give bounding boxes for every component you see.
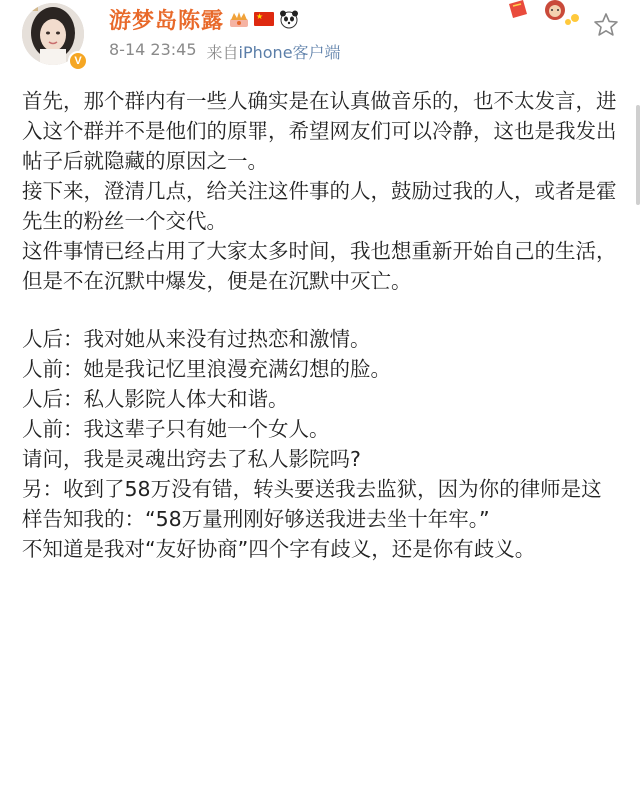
verified-v-badge-icon: V <box>68 51 88 71</box>
post-body <box>22 86 620 564</box>
post-paragraph: 人后：私人影院人体大和谐。 <box>22 387 289 411</box>
post-paragraph: 首先，那个群内有一些人确实是在认真做音乐的，也不太发言，进入这个群并不是他们的原罪，希望网友们可以冷静，这也是我发出帖子后就隐藏的原因之一。 <box>22 89 617 173</box>
post-time: 8-14 23:45 <box>109 40 197 59</box>
post-paragraph: 人后：我对她从来没有过热恋和激情。 <box>22 327 371 351</box>
username-row <box>109 4 300 34</box>
festival-sticker-icon <box>505 0 585 26</box>
post-paragraph: 不知道是我对“友好协商”四个字有歧义，还是你有歧义。 <box>22 537 536 561</box>
scrollbar[interactable] <box>636 105 640 205</box>
post-paragraph: 请问，我是灵魂出窍去了私人影院吗? <box>22 447 361 471</box>
post-header <box>0 0 640 78</box>
source-device-link[interactable]: iPhone客户端 <box>238 43 341 62</box>
post-meta <box>109 40 341 63</box>
source-prefix: 来自 <box>206 43 239 62</box>
paragraph-spacer <box>22 296 620 324</box>
post-paragraph: 人前：她是我记忆里浪漫充满幻想的脸。 <box>22 357 391 381</box>
author-avatar-container[interactable] <box>22 3 88 69</box>
post-paragraph: 另：收到了58万没有错，转头要送我去监狱，因为你的律师是这样告知我的：“58万量刑刚好够送我进去坐十年牢。” <box>22 477 602 531</box>
favorite-star-icon[interactable] <box>593 12 619 38</box>
crown-icon <box>228 9 250 29</box>
post-paragraph: 接下来，澄清几点，给关注这件事的人，鼓励过我的人，或者是霍先生的粉丝一个交代。 <box>22 179 617 233</box>
post-source <box>207 40 341 63</box>
post-paragraph: 这件事情已经占用了大家太多时间，我也想重新开始自己的生活，但是不在沉默中爆发，便是在沉默中灭亡。 <box>22 239 617 293</box>
post-paragraph: 人前：我这辈子只有她一个女人。 <box>22 417 330 441</box>
china-flag-icon: ★ <box>254 12 274 26</box>
panda-icon <box>278 9 300 29</box>
author-name[interactable]: 游梦岛陈露 <box>109 8 225 34</box>
